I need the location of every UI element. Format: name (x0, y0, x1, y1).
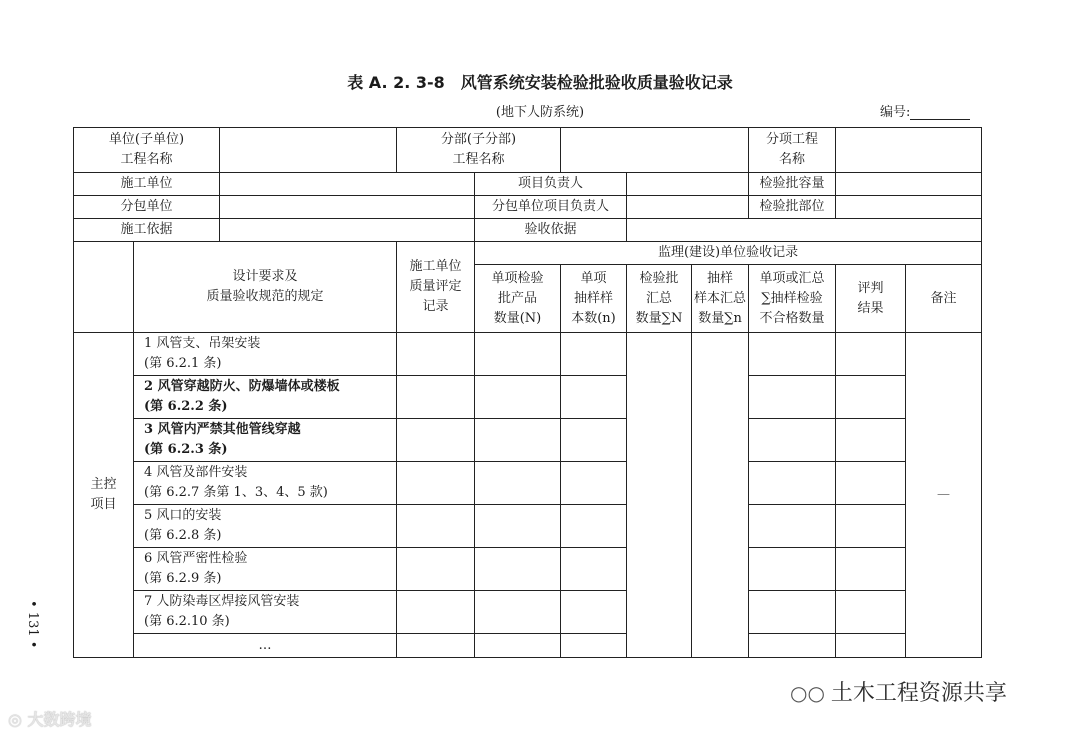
judgment-header: 评判 结果 (836, 265, 906, 333)
remark-header: 备注 (906, 265, 982, 333)
item-name: 1 风管支、吊架安装 (144, 336, 261, 351)
subcontractor-label: 分包单位 (74, 196, 220, 219)
item-name: 3 风管内严禁其他管线穿越 (144, 422, 301, 437)
item-ref: (第 6.2.3 条) (144, 442, 228, 457)
ellipsis-cell: … (134, 634, 397, 658)
watermark-right-text: 土木工程资源共享 (830, 681, 1007, 706)
item-name: 2 风管穿越防火、防爆墙体或楼板 (144, 379, 340, 394)
item-ref: (第 6.2.10 条) (144, 614, 230, 629)
construction-basis-label: 施工依据 (74, 219, 220, 242)
item-cell (134, 591, 397, 634)
form-subtitle: (地下人防系统) (495, 105, 585, 120)
table-row (74, 591, 982, 634)
form-code: 表 A. 2. 3-8 (347, 73, 445, 92)
batch-location-label: 检验批部位 (749, 196, 836, 219)
watermark-right (790, 676, 1007, 707)
table-row (74, 505, 982, 548)
item-cell (134, 419, 397, 462)
sample-n-header: 单项 抽样样 本数(n) (561, 265, 627, 333)
division-name-label: 分部(子分部) 工程名称 (397, 128, 561, 173)
design-req-header: 设计要求及 质量验收规范的规定 (134, 242, 397, 333)
contractor-label: 施工单位 (74, 173, 220, 196)
number-blank (910, 105, 970, 120)
item-cell (134, 505, 397, 548)
item-ref: (第 6.2.8 条) (144, 528, 222, 543)
batch-location-value (836, 196, 982, 219)
subitem-name-value (836, 128, 982, 173)
weibo-icon: ◎ (8, 710, 22, 729)
main-control-label: 主控 项目 (74, 333, 134, 658)
contractor-value (220, 173, 475, 196)
division-name-value (561, 128, 749, 173)
page-number: • 131 • (25, 600, 40, 649)
remark-value: — (906, 333, 982, 658)
item-ref: (第 6.2.7 条第 1、3、4、5 款) (144, 485, 328, 500)
sub-manager-value (627, 196, 749, 219)
item-name: 6 风管严密性检验 (144, 551, 248, 566)
item-name: 5 风口的安装 (144, 508, 222, 523)
watermark-left (8, 707, 92, 730)
sub-manager-label: 分包单位项目负责人 (475, 196, 627, 219)
table-row (74, 419, 982, 462)
contractor-eval-header: 施工单位 质量评定 记录 (397, 242, 475, 333)
table-row (74, 376, 982, 419)
sample-total-cell (692, 333, 749, 658)
form-number (880, 101, 970, 120)
unit-name-label: 单位(子单位) 工程名称 (74, 128, 220, 173)
wechat-icon: ○○ (790, 681, 825, 705)
acceptance-basis-value (627, 219, 982, 242)
batch-capacity-value (836, 173, 982, 196)
fail-count-header: 单项或汇总 ∑抽样检验 不合格数量 (749, 265, 836, 333)
item-name: 4 风管及部件安装 (144, 465, 248, 480)
inspection-table (73, 127, 982, 658)
supervision-header: 监理(建设)单位验收记录 (475, 242, 982, 265)
watermark-left-text: 大数跨境 (27, 710, 92, 729)
qty-n-header: 单项检验 批产品 数量(N) (475, 265, 561, 333)
item-ref: (第 6.2.2 条) (144, 399, 228, 414)
table-row (74, 333, 982, 376)
category-header (74, 242, 134, 333)
item-cell (134, 333, 397, 376)
batch-total-header: 检验批 汇总 数量∑N (627, 265, 692, 333)
form-title (0, 70, 1080, 93)
item-cell (134, 376, 397, 419)
sample-total-header: 抽样 样本汇总 数量∑n (692, 265, 749, 333)
project-manager-value (627, 173, 749, 196)
item-cell (134, 548, 397, 591)
item-name: 7 人防染毒区焊接风管安装 (144, 594, 300, 609)
batch-capacity-label: 检验批容量 (749, 173, 836, 196)
acceptance-basis-label: 验收依据 (475, 219, 627, 242)
unit-name-value (220, 128, 397, 173)
project-manager-label: 项目负责人 (475, 173, 627, 196)
construction-basis-value (220, 219, 475, 242)
table-row (74, 462, 982, 505)
subitem-name-label: 分项工程 名称 (749, 128, 836, 173)
item-ref: (第 6.2.9 条) (144, 571, 222, 586)
table-row (74, 634, 982, 658)
table-row (74, 548, 982, 591)
form-title-text: 风管系统安装检验批验收质量验收记录 (460, 73, 733, 92)
item-cell (134, 462, 397, 505)
item-ref: (第 6.2.1 条) (144, 356, 222, 371)
number-label: 编号: (880, 105, 911, 120)
subcontractor-value (220, 196, 475, 219)
batch-total-cell (627, 333, 692, 658)
